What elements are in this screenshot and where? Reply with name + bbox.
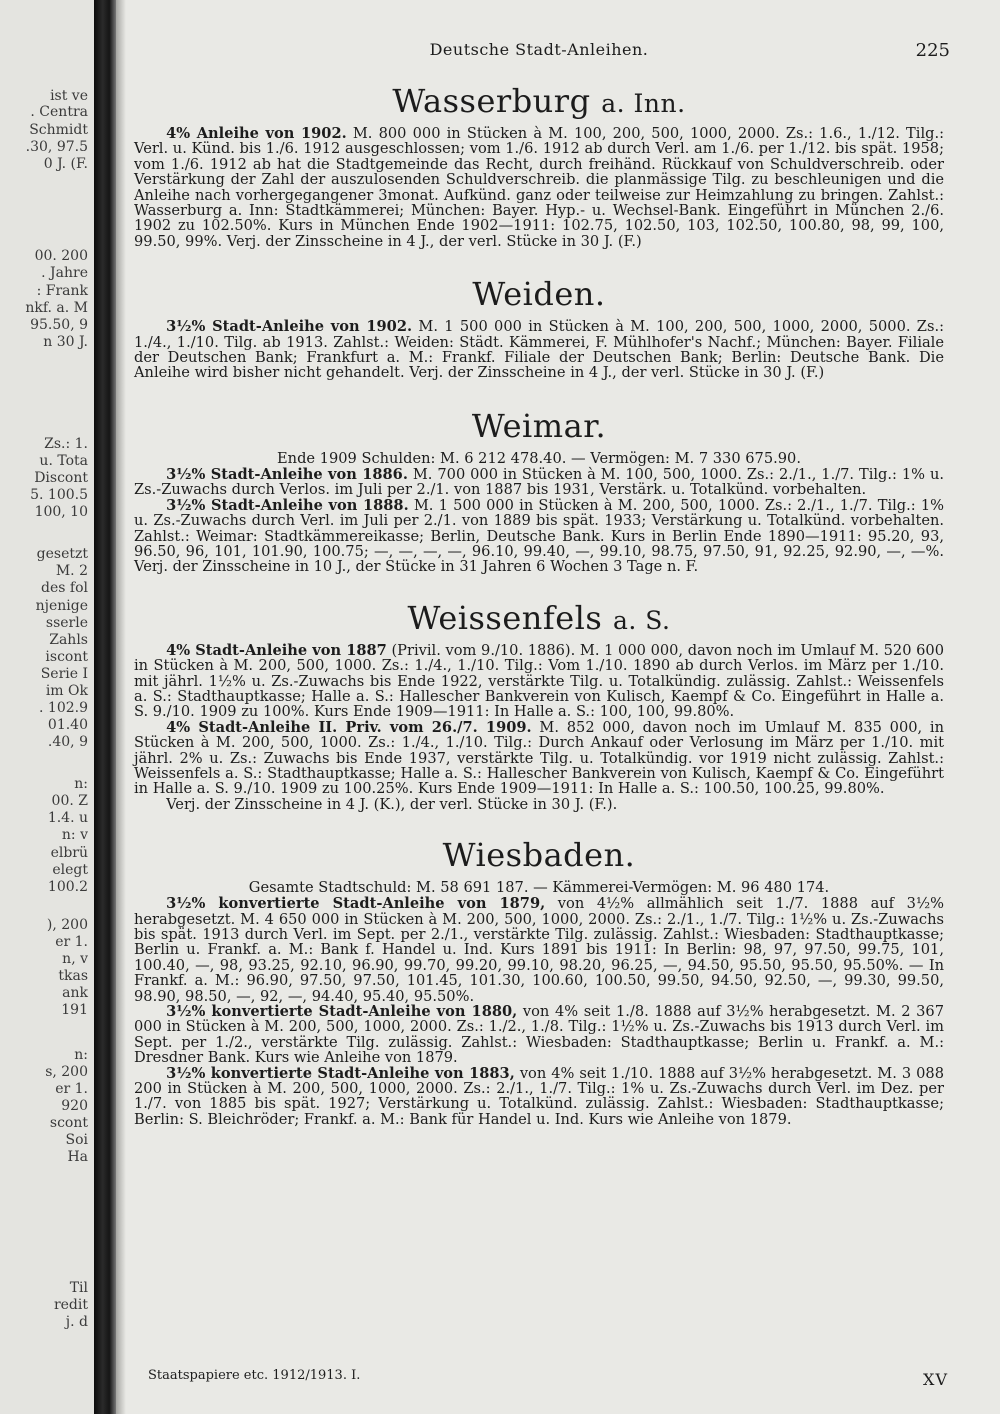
left-page-fragment-text: njenige — [35, 598, 88, 614]
section-3 — [134, 599, 944, 812]
left-page-fragment-text: n: — [74, 776, 88, 792]
gutter-shadow — [116, 0, 126, 1414]
bond-title: 3½% konvertierte Stadt-Anleihe von 1879, — [166, 895, 546, 913]
left-page-fragment-text: ank — [62, 985, 88, 1001]
bond-entry — [134, 720, 944, 797]
left-page-fragment-text: nkf. a. M — [25, 300, 88, 316]
left-page-fragment-text: Soi — [65, 1132, 88, 1148]
section-heading-text: Weiden. — [472, 275, 606, 314]
bond-details: von 4½% allmählich seit 1./7. 1888 auf 3½% herabgesetzt. M. 4 650 000 in Stücken à M. 200, 500, 1000, 2000. Zs.: 2./1., 1./7. Tilg.: 1½% u. Zs.-Zuwachs bis spät. 1913 durch Verl. im Sept. per 2./1., verstärkte Tilg. zulässig. Zahlst.: Wiesbaden: Stadthauptkasse; Berlin u. Frankf. a. M.: Bank f. Handel u. Ind. Kurs 1891 bis 1911: In Berlin: 98, 97, 97.50, 99.75, 101, 100.40, —, 98, 93.25, 92.10, 96.90, 99.70, 99.20, 99.10, 98.20, 96.25, —, 94.50, 95.50, 95.50, 95.50%. — In Frankf. a. M.: 96.90, 97.50, 97.50, 101.45, 101.30, 100.60, 100.50, 99.50, 94.50, 92.50, —, 99.30, 99.50, 98.90, 98.50, —, 92, —, 94.40, 95.40, 95.50%. — [134, 895, 944, 1005]
left-page-fragment-text: Serie I — [40, 666, 88, 682]
book-gutter — [94, 0, 116, 1414]
left-page-fragment-text: iscont — [45, 649, 88, 665]
left-page-fragment-text: Zs.: 1. — [44, 436, 88, 452]
bond-details: M. 800 000 in Stücken à M. 100, 200, 500, 1000, 2000. Zs.: 1.6., 1./12. Tilg.: Verl. u. Künd. bis 1./6. 1912 ausgeschlossen; vom 1./6. 1912 ab durch Verl. am 1./6. per 1./12. bis spät. 1958; vom 1./6. 1912 ab hat die Stadtgemeinde das Recht, durch freihänd. Rückkauf von Schuldverschreib. oder Verstärkung der Zahl der auszulosenden Schuldverschreib. die planmässige Tilg. zu beschleunigen und die Anleihe nach vorhergegangener 3monat. Aufkünd. ganz oder teilweise zur Heimzahlung zu bringen. Zahlst.: Wasserburg a. Inn: Stadtkämmerei; München: Bayer. Hyp.- u. Wechsel-Bank. Eingeführt in München 2./6. 1902 zu 102.50%. Kurs in München Ende 1902—1911: 102.75, 102.50, 103, 102.50, 100.80, 98, 99, 100, 99.50, 99%. Verj. der Zinsscheine in 4 J., der verl. Stücke in 30 J. (F.) — [134, 125, 945, 250]
page — [128, 0, 998, 1414]
left-page-fragment-text: 100.2 — [47, 879, 88, 895]
left-page-fragment-text: Schmidt — [29, 122, 88, 138]
left-page-fragment-text: ), 200 — [46, 917, 88, 933]
left-page-fragment-text: 191 — [61, 1002, 88, 1018]
left-page-fragment-text: n 30 J. — [43, 334, 88, 350]
bond-title: 3½% konvertierte Stadt-Anleihe von 1883, — [166, 1064, 515, 1082]
bond-title: 3½% Stadt-Anleihe von 1888. — [166, 496, 409, 514]
section-heading-text: Weissenfels — [407, 598, 603, 637]
left-page-fragment-text: im Ok — [45, 683, 88, 699]
bond-title: 3½% konvertierte Stadt-Anleihe von 1880, — [166, 1003, 518, 1021]
left-page-fragment-text: er 1. — [55, 934, 88, 950]
section-heading-text: Wiesbaden. — [442, 836, 636, 875]
left-page-fragment-text: . Centra — [30, 104, 88, 120]
left-page-fragment-text: sserle — [45, 615, 88, 631]
left-page-fragment-text: u. Tota — [39, 453, 88, 469]
running-head-title: Deutsche Stadt-Anleihen. — [429, 40, 649, 59]
left-page-fragment-text: scont — [49, 1115, 88, 1131]
left-page-fragment-text: M. 2 — [55, 563, 88, 579]
section-heading-suffix: a. Inn. — [601, 89, 686, 118]
left-page-fragment-text: 00. 200 — [34, 248, 88, 264]
bond-title: 4% Stadt-Anleihe II. Priv. vom 26./7. 1909. — [166, 718, 532, 736]
bond-entry — [134, 319, 944, 381]
bond-title: 4% Stadt-Anleihe von 1887 — [166, 641, 387, 659]
section-1 — [134, 275, 944, 381]
section-summary: Gesamte Stadtschuld: M. 58 691 187. — Kämmerei-Vermögen: M. 96 480 174. — [248, 879, 830, 897]
left-page-fragment-text: Zahls — [49, 632, 88, 648]
running-head — [128, 40, 950, 66]
section-heading — [134, 275, 944, 313]
bond-entry — [134, 896, 944, 1004]
left-page-fragment-text: 100, 10 — [34, 504, 88, 520]
page-number: 225 — [915, 40, 950, 61]
bond-entry — [134, 1004, 944, 1066]
left-page-fragment-text: . 102.9 — [39, 700, 88, 716]
section-heading-text: Wasserburg — [392, 82, 591, 120]
section-heading — [134, 599, 944, 637]
section-summary: Ende 1909 Schulden: M. 6 212 478.40. — Vermögen: M. 7 330 675.90. — [277, 449, 801, 467]
bond-details: von 4% seit 1./10. 1888 auf 3½% herabgesetzt. M. 3 088 200 in Stücken à M. 200, 500, 1000, 2000. Zs.: 2./1., 1./7. Tilg.: 1% u. Zs.-Zuwachs durch Verl. im Dez. per 1./7. von 1885 bis spät. 1927; Verstärkung u. Totalkünd. zulässig. Zahlst.: Wiesbaden: Stadthauptkasse; Berlin: S. Bleichröder; Frankf. a. M.: Bank für Handel u. Ind. Kurs wie Anleihe von 1879. — [134, 1064, 945, 1128]
bond-details: von 4% seit 1./8. 1888 auf 3½% herabgesetzt. M. 2 367 000 in Stücken à M. 200, 500, 1000, 2000. Zs.: 1./2., 1./8. Tilg.: 1½% u. Zs.-Zuwachs bis 1913 durch Verl. im Sept. per 1./2., verstärkte Tilg. zulässig. Zahlst.: Wiesbaden: Stadthauptkasse; Berlin u. Frankf. a. M.: Dresdner Bank. Kurs wie Anleihe von 1879. — [134, 1003, 944, 1067]
left-page-fragment-text: : Frank — [36, 283, 88, 299]
left-page-fragment-text: 95.50, 9 — [30, 317, 88, 333]
signature-mark: XV — [923, 1370, 948, 1389]
bond-entry — [134, 126, 944, 249]
section-heading — [134, 407, 944, 445]
section-4 — [134, 836, 944, 1127]
page-content — [134, 82, 944, 1127]
left-page-fragment-text: 0 J. (F. — [43, 156, 88, 172]
bond-entry — [134, 467, 944, 498]
bond-title: 3½% Stadt-Anleihe von 1902. — [166, 318, 413, 336]
left-page-fragment-text: er 1. — [55, 1081, 88, 1097]
left-page-fragment-text: n: — [74, 1047, 88, 1063]
left-page-fragment-text: gesetzt — [36, 546, 88, 562]
left-page-fragment-text: . Jahre — [41, 265, 88, 281]
left-page-fragment-text: Ha — [67, 1149, 88, 1165]
left-page-fragment-text: elbrü — [50, 845, 88, 861]
bond-details: M. 700 000 in Stücken à M. 100, 500, 1000. Zs.: 2./1., 1./7. Tilg.: 1% u. Zs.-Zuwachs durch Verlos. im Juli per 2./1. von 1887 bis 1931, Verstärk. u. Totalkünd. vorbehalten. — [134, 465, 944, 499]
left-page-fragment-text: tkas — [58, 968, 88, 984]
bond-entry — [134, 643, 944, 720]
section-2 — [134, 407, 944, 575]
bond-entry — [134, 1066, 944, 1128]
bond-entry — [134, 498, 944, 575]
left-page-fragment — [0, 0, 94, 1414]
left-page-fragment-text: j. d — [65, 1314, 88, 1330]
section-heading-text: Weimar. — [471, 406, 607, 445]
left-page-fragment-text: 5. 100.5 — [30, 487, 88, 503]
bond-title: 4% Anleihe von 1902. — [166, 125, 347, 142]
left-page-fragment-text: 1.4. u — [47, 810, 88, 826]
left-page-fragment-text: 01.40 — [47, 717, 88, 733]
left-page-fragment-text: s, 200 — [45, 1064, 88, 1080]
section-heading — [134, 82, 944, 120]
left-page-fragment-text: 00. Z — [51, 793, 88, 809]
left-page-fragment-text: des fol — [41, 580, 88, 596]
section-heading-suffix: a. S. — [612, 605, 671, 635]
section-0 — [134, 82, 944, 249]
footer-imprint: Staatspapiere etc. 1912/1913. I. — [148, 1368, 361, 1383]
left-page-fragment-text: elegt — [52, 862, 88, 878]
left-page-fragment-text: 920 — [61, 1098, 88, 1114]
left-page-fragment-text: .30, 97.5 — [25, 139, 88, 155]
bond-entry — [134, 797, 944, 812]
left-page-fragment-text: n, v — [62, 951, 88, 967]
left-page-fragment-text: n: v — [61, 827, 88, 843]
bond-details: (Privil. vom 9./10. 1886). M. 1 000 000, davon noch im Umlauf M. 520 600 in Stücken à M. 200, 500, 1000. Zs.: 1./4., 1./10. Tilg.: Vom 1./10. 1890 ab durch Verlos. im März per 1./10. mit jährl. 1½% u. Zs.-Zuwachs bis Ende 1922, verstärkte Tilg. u. Totalkündig. zulässig. Zahlst.: Weissenfels a. S.: Stadthauptkasse; Halle a. S.: Hallescher Bankverein von Kulisch, Kaempf & Co. Eingeführt in Halle a. S. 9./10. 1909 zu 100%. Kurs Ende 1909—1911: In Halle a. S.: 100, 100, 99.80%. — [134, 641, 945, 721]
bond-details: Verj. der Zinsscheine in 4 J. (K.), der verl. Stücke in 30 J. (F.). — [166, 795, 618, 813]
left-page-fragment-text: Til — [69, 1280, 88, 1296]
bond-details: M. 1 500 000 in Stücken à M. 100, 200, 500, 1000, 2000, 5000. Zs.: 1./4., 1./10. Tilg. ab 1913. Zahlst.: Weiden: Städt. Kämmerei, F. Mühlhofer's Nachf.; München: Bayer. Filiale der Deutschen Bank; Frankfurt a. M.: Frankf. Filiale der Deutschen Bank; Berlin: Deutsche Bank. Die Anleihe wird bisher nicht gehandelt. Verj. der Zinsscheine in 4 J., der verl. Stücke in 30 J. (F.) — [134, 318, 944, 382]
bond-details: M. 852 000, davon noch im Umlauf M. 835 000, in Stücken à M. 200, 500, 1000. Zs.: 1./4., 1./10. Tilg.: Durch Ankauf oder Verlosung im März per 1./10. mit jährl. 2% u. Zs.: Zuwachs bis Ende 1937, verstärkte Tilg. u. Totalkündig. vor 1919 nicht zulässig. Zahlst.: Weissenfels a. S.: Stadthauptkasse; Halle a. S.: Hallescher Bankverein von Kulisch, Kaempf & Co. Eingeführt in Halle a. S. 9./10. 1909 zu 100.25%. Kurs Ende 1909—1911: In Halle a. S.: 100.50, 100.25, 99.80%. — [134, 718, 944, 798]
section-heading — [134, 836, 944, 874]
left-page-fragment-text: .40, 9 — [47, 734, 88, 750]
left-page-fragment-text: redit — [53, 1297, 88, 1313]
left-page-fragment-text: ist ve — [50, 88, 88, 104]
page-footer — [148, 1368, 948, 1392]
left-page-fragment-text: Discont — [34, 470, 88, 486]
bond-title: 3½% Stadt-Anleihe von 1886. — [166, 465, 408, 483]
bond-details: M. 1 500 000 in Stücken à M. 200, 500, 1000. Zs.: 2./1., 1./7. Tilg.: 1% u. Zs.-Zuwachs durch Verl. im Juli per 2./1. von 1889 bis spät. 1933; Verstärkung u. Totalkünd. vorbehalten. Zahlst.: Weimar: Stadtkämmereikasse; Berlin, Deutsche Bank. Kurs in Berlin Ende 1890—1911: 95.20, 93, 96.50, 96, 101, 101.90, 100.75; —, —, —, —, 96.10, 99.40, —, 99.10, 98.75, 97.50, 91, 92.25, 92.90, —, —%. Verj. der Zinsscheine in 10 J., der Stücke in 31 Jahren 6 Wochen 3 Tage n. F. — [134, 496, 945, 576]
